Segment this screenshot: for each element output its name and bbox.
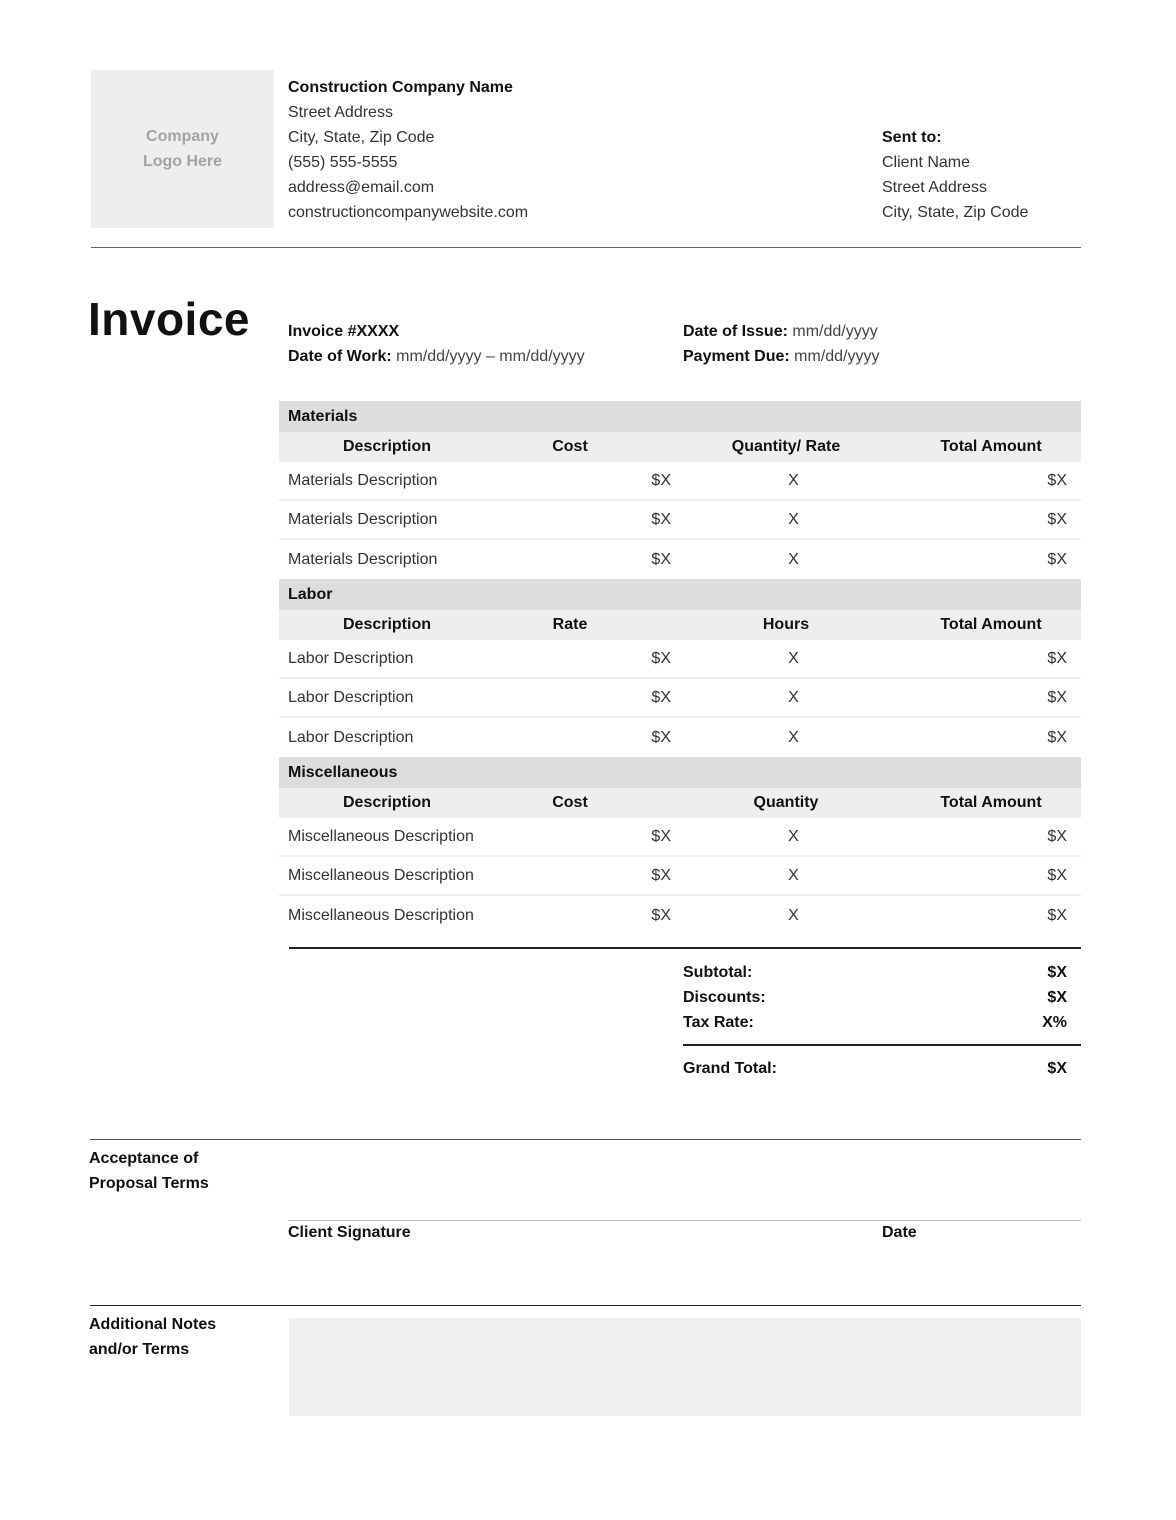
client-street: Street Address	[882, 179, 987, 196]
table-row	[279, 896, 1081, 935]
client-signature-label: Client Signature	[288, 1224, 411, 1241]
cell-description: Miscellaneous Description	[288, 906, 474, 924]
header-divider	[91, 247, 1081, 248]
cell-rate: $X	[651, 688, 671, 706]
column-header: Hours	[762, 616, 810, 633]
cell-hours: X	[788, 649, 799, 667]
column-headers-miscellaneous	[279, 788, 1081, 818]
invoice-number: Invoice #XXXX	[288, 323, 400, 340]
table-row	[279, 540, 1081, 579]
discounts-value: $X	[1047, 989, 1067, 1006]
cell-quantity: X	[788, 471, 799, 489]
acceptance-divider	[90, 1139, 1081, 1140]
page-title: Invoice	[88, 293, 251, 345]
logo-placeholder-line-1: Company	[146, 128, 219, 145]
company-phone: (555) 555-5555	[288, 154, 398, 171]
company-info	[288, 75, 528, 225]
cell-rate: $X	[651, 649, 671, 667]
tax-rate-row	[683, 1010, 1067, 1035]
cell-total: $X	[1047, 728, 1067, 746]
cell-total: $X	[1047, 471, 1067, 489]
cell-total: $X	[1047, 906, 1067, 924]
grand-total-row	[683, 1056, 1067, 1081]
cell-description: Miscellaneous Description	[288, 866, 474, 884]
invoice-meta-left	[288, 319, 585, 369]
payment-due-label: Payment Due:	[683, 348, 790, 365]
discounts-row	[683, 985, 1067, 1010]
cell-rate: $X	[651, 728, 671, 746]
column-header: Total Amount	[940, 616, 1042, 633]
table-row	[279, 718, 1081, 757]
grand-total-label: Grand Total:	[683, 1060, 777, 1077]
cell-quantity: X	[788, 827, 799, 845]
date-of-issue-value: mm/dd/yyyy	[792, 323, 878, 340]
subtotal-row	[683, 960, 1067, 985]
column-header: Total Amount	[940, 438, 1042, 455]
cell-cost: $X	[651, 510, 671, 528]
section-header-labor: Labor	[279, 579, 1081, 610]
discounts-label: Discounts:	[683, 989, 766, 1006]
cell-cost: $X	[651, 906, 671, 924]
signature-date-label: Date	[882, 1224, 917, 1241]
company-website: constructioncompanywebsite.com	[288, 204, 529, 221]
tax-rate-value: X%	[1042, 1014, 1067, 1031]
tax-rate-label: Tax Rate:	[683, 1014, 754, 1031]
column-header: Cost	[552, 794, 588, 811]
cell-cost: $X	[651, 471, 671, 489]
acceptance-label-line-2: Proposal Terms	[89, 1175, 209, 1192]
table-row	[279, 462, 1081, 501]
column-headers-materials	[279, 432, 1081, 462]
client-city: City, State, Zip Code	[882, 204, 1029, 221]
column-header: Description	[342, 438, 431, 455]
cell-description: Labor Description	[288, 728, 414, 746]
subtotal-value: $X	[1047, 964, 1067, 981]
sent-to-info	[882, 125, 1028, 225]
cell-total: $X	[1047, 688, 1067, 706]
logo-placeholder-line-2: Logo Here	[142, 153, 223, 170]
cell-description: Materials Description	[288, 550, 438, 568]
grand-total-value: $X	[1047, 1060, 1067, 1077]
cell-cost: $X	[651, 866, 671, 884]
cell-cost: $X	[651, 827, 671, 845]
cell-total: $X	[1047, 550, 1067, 568]
cell-total: $X	[1047, 866, 1067, 884]
date-of-issue-label: Date of Issue:	[683, 323, 788, 340]
date-of-work-label: Date of Work:	[288, 348, 392, 365]
totals-block	[683, 960, 1067, 1035]
cell-description: Materials Description	[288, 510, 438, 528]
cell-quantity: X	[788, 866, 799, 884]
column-header: Rate	[552, 616, 588, 633]
cell-description: Miscellaneous Description	[288, 827, 474, 845]
cell-total: $X	[1047, 827, 1067, 845]
date-of-work-value: mm/dd/yyyy – mm/dd/yyyy	[396, 348, 585, 365]
section-header-materials: Materials	[279, 401, 1081, 432]
section-header-miscellaneous: Miscellaneous	[279, 757, 1081, 788]
column-header: Description	[342, 794, 431, 811]
company-logo-placeholder	[91, 70, 274, 228]
grand-total-divider	[683, 1044, 1081, 1046]
client-name: Client Name	[882, 154, 971, 171]
company-street: Street Address	[288, 104, 393, 121]
company-name: Construction Company Name	[288, 79, 513, 96]
table-row	[279, 640, 1081, 679]
notes-label	[89, 1312, 216, 1362]
subtotal-label: Subtotal:	[683, 964, 753, 981]
payment-due-value: mm/dd/yyyy	[794, 348, 880, 365]
additional-notes-field[interactable]	[289, 1318, 1081, 1416]
column-header: Total Amount	[940, 794, 1042, 811]
table-row	[279, 818, 1081, 857]
invoice-meta-right	[683, 319, 880, 369]
column-header: Quantity/ Rate	[731, 438, 841, 455]
cell-description: Labor Description	[288, 649, 414, 667]
acceptance-label	[89, 1146, 209, 1196]
column-header: Description	[342, 616, 431, 633]
cell-quantity: X	[788, 906, 799, 924]
totals-divider	[289, 947, 1081, 949]
company-email: address@email.com	[288, 179, 435, 196]
table-row	[279, 857, 1081, 896]
cell-total: $X	[1047, 510, 1067, 528]
acceptance-label-line-1: Acceptance of	[89, 1150, 199, 1167]
signature-line[interactable]	[288, 1220, 1081, 1221]
line-items-table	[279, 401, 1081, 935]
cell-cost: $X	[651, 550, 671, 568]
column-headers-labor	[279, 610, 1081, 640]
cell-quantity: X	[788, 550, 799, 568]
company-city: City, State, Zip Code	[288, 129, 435, 146]
cell-description: Materials Description	[288, 471, 438, 489]
cell-quantity: X	[788, 510, 799, 528]
column-header: Quantity	[753, 794, 819, 811]
cell-hours: X	[788, 688, 799, 706]
notes-divider	[90, 1305, 1081, 1306]
notes-label-line-2: and/or Terms	[89, 1341, 190, 1358]
notes-label-line-1: Additional Notes	[89, 1316, 217, 1333]
column-header: Cost	[552, 438, 588, 455]
sent-to-label: Sent to:	[882, 129, 942, 146]
cell-description: Labor Description	[288, 688, 414, 706]
cell-total: $X	[1047, 649, 1067, 667]
table-row	[279, 679, 1081, 718]
cell-hours: X	[788, 728, 799, 746]
table-row	[279, 501, 1081, 540]
